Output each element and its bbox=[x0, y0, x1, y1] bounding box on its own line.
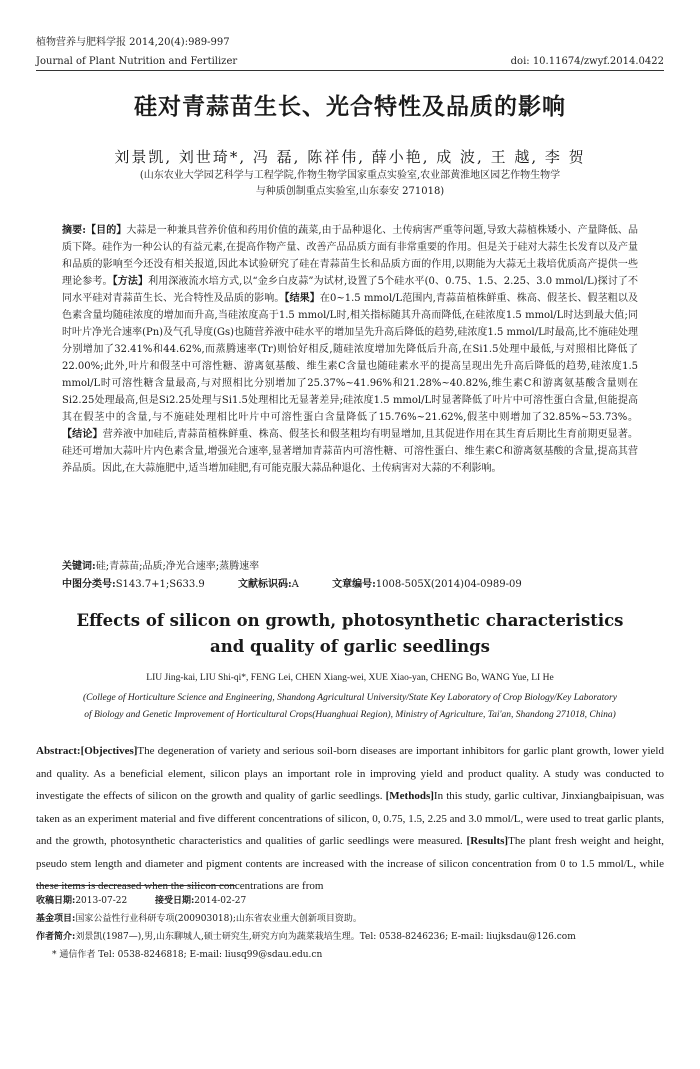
objective-en: The degeneration of variety and serious soil-born diseases are important inhibitors for garlic plant growth, lower yield and quality. As a beneficial element, silicon plays an important role in improving yield and product quality. A study was conducted to investigate the effects of silicon on the growth and quality of garlic seedlings. bbox=[36, 745, 664, 802]
author-bio-text: 刘景凯(1987—),男,山东聊城人,硕士研究生,研究方向为蔬菜栽培生理。Tel: 0538-8246236; E-mail: liujksdau@126.com bbox=[75, 932, 576, 942]
abstract-cn-label: 摘要: bbox=[62, 225, 86, 236]
objective-cn: 大蒜是一种兼具营养价值和药用价值的蔬菜,由于品种退化、土传病害严重等问题,导致大蒜植株矮小、产量降低、品质下降。硅作为一种公认的有益元素,在提高作物产量、改善产品品质方面有非常重要的作用。但是关于硅对大蒜生长发育以及产量和品质的影响至今还没有相关报道,因此本试验研究了硅在青蒜苗生长和品质方面的作用,以期能为大蒜无土栽培优质高产提供一些理论参考。 bbox=[62, 225, 638, 287]
article-no-text: 1008-505X(2014)04-0989-09 bbox=[375, 579, 522, 590]
affiliation-en bbox=[30, 690, 670, 724]
header-rule bbox=[36, 70, 664, 71]
doc-code-label: 文献标识码: bbox=[237, 579, 292, 590]
result-en: The plant fresh weight and height, pseudo stem length and diameter and pigment contents are increased with the increase of silicon concentration from 0 to 1.5 mmol/L, while these items is decreased when the silicon concentrations are from bbox=[36, 835, 665, 892]
journal-header-cn: 植物营养与肥料学报 2014,20(4):989-997 bbox=[36, 37, 230, 48]
objective-label-en: [Objectives] bbox=[80, 745, 138, 757]
conclusion-cn: 营养液中加硅后,青蒜苗植株鲜重、株高、假茎长和假茎粗均有明显增加,且其促进作用在其生育后期比生育前期更显著。硅还可增加大蒜叶片内色素含量,增强光合速率,显著增加青蒜苗内可溶性糖、可溶性蛋白、维生素C和游离氨基酸的含量,提高其营养品质。因此,在大蒜施肥中,适当增加硅肥,有可能克服大蒜品种退化、土传病害对大蒜的不利影响。 bbox=[62, 429, 639, 474]
keywords-label: 关键词: bbox=[62, 561, 96, 572]
keywords-cn bbox=[62, 560, 638, 574]
affiliation-cn-line2: 与种质创制重点实验室,山东泰安 271018) bbox=[255, 186, 445, 197]
method-label-en: [Methods] bbox=[385, 790, 434, 802]
doi: doi: 10.11674/zwyf.2014.0422 bbox=[510, 56, 664, 67]
keywords-text: 硅;青蒜苗;品质;净光合速率;蒸腾速率 bbox=[95, 561, 260, 572]
authors-cn: 刘景凯, 刘世琦*, 冯 磊, 陈祥伟, 薛小艳, 成 波, 王 越, 李 贺 bbox=[114, 148, 586, 166]
abstract-cn bbox=[62, 222, 638, 477]
authors-en: LIU Jing-kai, LIU Shi-qi*, FENG Lei, CHEN Xiang-wei, XUE Xiao-yan, CHENG Bo, WANG Yue, LI He bbox=[146, 673, 554, 683]
method-cn: 利用深液流水培方式,以“金乡白皮蒜”为试材,设置了5个硅水平(0、0.75、1.5、2.25、3.0 mmol/L)探讨了不同水平硅对青蒜苗生长、光合特性及品质的影响。 bbox=[62, 276, 639, 304]
footnotes bbox=[36, 892, 664, 964]
affiliation-en-line2: of Biology and Genetic Improvement of Horticultural Crops(Huanghuai Region), Ministry of Agriculture, Tai'an, Shandong 271018, China) bbox=[84, 710, 616, 720]
conclusion-label-cn: 【结论】 bbox=[62, 429, 103, 440]
corresponding-author: * 通信作者 Tel: 0538-8246818; E-mail: liusq99@sdau.edu.cn bbox=[52, 950, 323, 960]
method-label-cn: 【方法】 bbox=[112, 276, 149, 287]
affiliation-en-line1: (College of Horticulture Science and Engineering, Shandong Agricultural University/State Key Laboratory of Crop Biology/Key Laboratory bbox=[83, 693, 617, 703]
classification-line bbox=[62, 578, 638, 592]
class-text: S143.7+1;S633.9 bbox=[115, 579, 205, 590]
fund-line bbox=[36, 910, 664, 928]
doc-code-text: A bbox=[291, 579, 299, 590]
accepted-date: 2014-02-27 bbox=[194, 896, 247, 906]
title-cn: 硅对青蒜苗生长、光合特性及品质的影响 bbox=[134, 93, 566, 120]
abstract-en bbox=[36, 740, 664, 898]
received-label: 收稿日期: bbox=[36, 896, 76, 906]
article-no-label: 文章编号: bbox=[332, 579, 376, 590]
fund-text: 国家公益性行业科研专项(200903018);山东省农业重大创新项目资助。 bbox=[75, 914, 362, 924]
class-label: 中图分类号: bbox=[62, 579, 116, 590]
fund-label: 基金项目: bbox=[36, 914, 76, 924]
title-en bbox=[0, 608, 700, 660]
footnote-rule bbox=[36, 885, 236, 886]
dates-line bbox=[36, 892, 664, 910]
author-bio-label: 作者简介: bbox=[36, 932, 76, 942]
author-bio-line bbox=[36, 928, 664, 946]
result-label-en: [Results] bbox=[466, 835, 509, 847]
method-en: In this study, garlic cultivar, Jinxiangbaipisuan, was taken as an experiment material and five different concentrations of silicon, 0, 0.75, 1.5, 2.25 and 3.0 mmol/L, were used to treat garlic plants, and the growth, photosynthetic characteristics and qualities of garlic seedlings were measured. bbox=[36, 790, 664, 847]
result-cn: 在0~1.5 mmol/L范围内,青蒜苗植株鲜重、株高、假茎长、假茎粗以及色素含量均随硅浓度的增加而升高,当硅浓度高于1.5 mmol/L时,相关指标随其升高而降低,在硅浓度1.5 mmol/L时达到最大值;同时叶片净光合速率(Pn)及气孔导度(Gs)也随营养液中硅水平的增加呈先升高后降低的趋势,硅浓度1.5 mmol/L时最高,比不施硅处理分别增加了32.41%和44.62%,而蒸腾速率(Tr)则恰好相反,随硅浓度增加先降低后升高,在Si1.5处理中最低,与对照相比降低了22.00%;此外,叶片和假茎中可溶性糖、游离氨基酸、维生素C含量也随硅素水平的提高呈现出先升高后降低的趋势,硅浓度1.5 mmol/L时可溶性糖含量最高,与对照相比分别增加了25.37%~41.96%和21.28%~40.82%,维生素C和游离氨基酸含量则在Si2.25处理最高,但是Si2.25处理与Si1.5处理相比无显著差异;硅浓度1.5 mmol/L时显著降低了叶片中可溶性蛋白含量,但能提高其在假茎中的含量,与不施硅处理相比叶片中可溶性蛋白含量降低了15.76%~21.62%,假茎中则增加了32.85%~53.73%。 bbox=[62, 293, 638, 423]
accepted-label: 接受日期: bbox=[154, 896, 195, 906]
received-date: 2013-07-22 bbox=[75, 896, 128, 906]
title-en-line1: Effects of silicon on growth, photosynthetic characteristics bbox=[76, 611, 624, 630]
title-en-line2: and quality of garlic seedlings bbox=[210, 637, 490, 656]
affiliation-cn bbox=[80, 168, 620, 200]
affiliation-cn-line1: (山东农业大学园艺科学与工程学院,作物生物学国家重点实验室,农业部黄淮地区园艺作物生物学 bbox=[139, 170, 561, 181]
objective-label-cn: 【目的】 bbox=[85, 225, 127, 236]
journal-header-en: Journal of Plant Nutrition and Fertilizer bbox=[36, 56, 238, 67]
result-label-cn: 【结果】 bbox=[284, 293, 320, 304]
abstract-en-label: Abstract: bbox=[36, 745, 81, 757]
